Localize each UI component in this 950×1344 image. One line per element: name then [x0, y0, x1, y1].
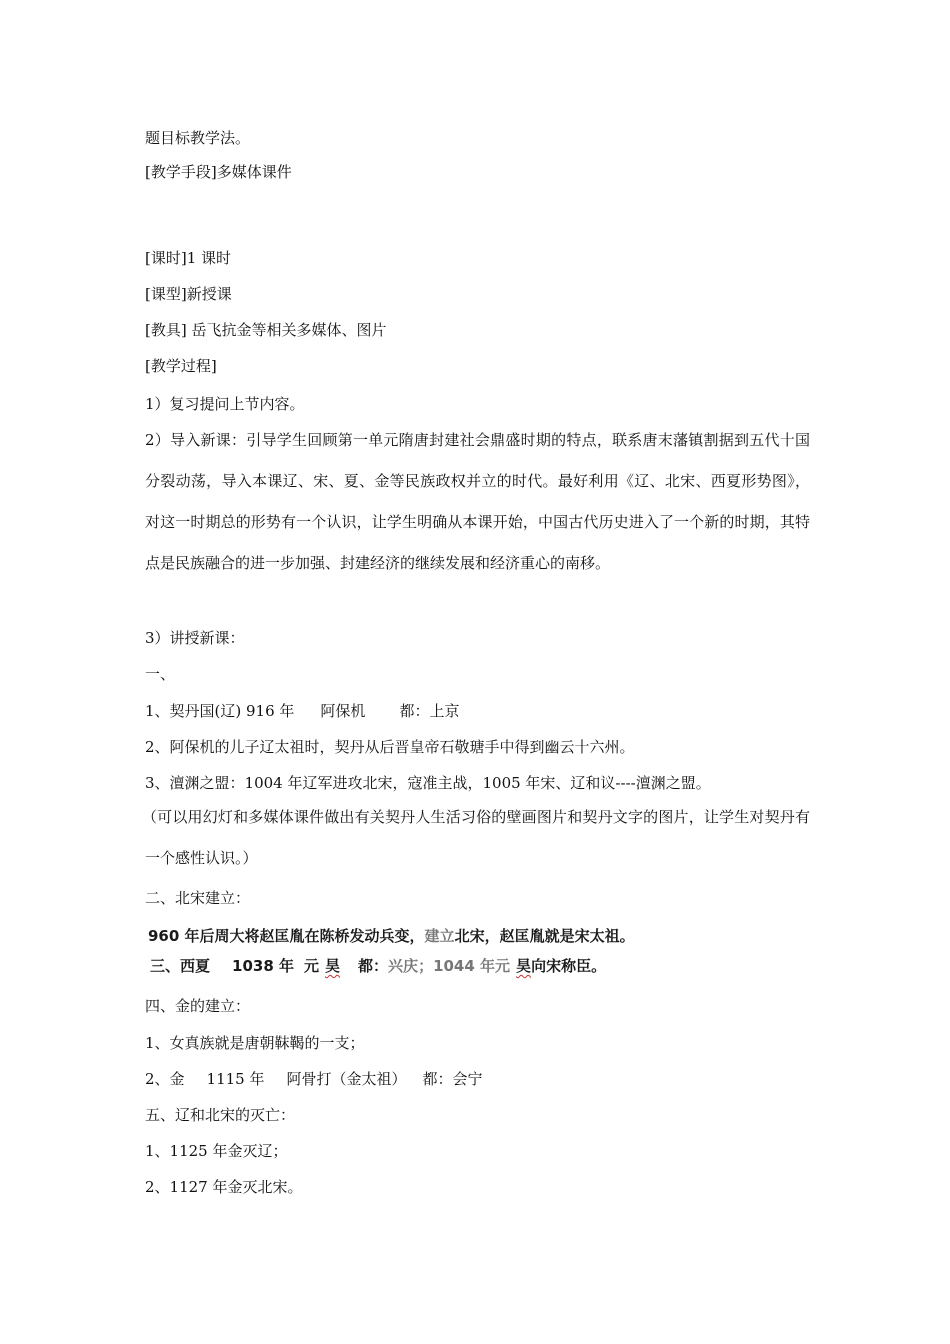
section-1-item-3: 3、澶渊之盟：1004 年辽军进攻北宋，寇准主战，1005 年宋、辽和议----澶渊之盟。	[145, 774, 711, 792]
western-xia-capital: 兴庆	[388, 957, 419, 975]
teaching-process-heading: [教学过程]	[145, 357, 217, 375]
western-xia-founder-b: 昊	[325, 957, 341, 975]
khitan-founder: 阿保机	[320, 702, 366, 720]
song-founding-text: 960 年后周大将赵匡胤在陈桥发动兵变，	[148, 927, 425, 945]
jin-label: 2、金	[145, 1070, 185, 1088]
khitan-founding: 1、契丹国(辽) 916 年	[145, 702, 295, 720]
section-1-note: （可以用幻灯和多媒体课件做出有关契丹人生活习俗的壁画图片和契丹文字的图片，让学生对契丹有一个感性认识。）	[142, 808, 810, 867]
section-1-heading: 一、	[145, 665, 176, 683]
section-5-item-2: 2、1127 年金灭北宋。	[145, 1178, 303, 1196]
section-1-item-1	[145, 701, 459, 721]
section-4-item-1: 1、女真族就是唐朝靺鞨的一支；	[145, 1034, 365, 1052]
jin-founder: 阿骨打（金太祖）	[286, 1070, 407, 1088]
step-introduction-paragraph: 2）导入新课：引导学生回顾第一单元隋唐封建社会鼎盛时期的特点，联系唐末藩镇割据到五代十国分裂动荡，导入本课辽、宋、夏、金等民族政权并立的时代。最好利用《辽、北宋、西夏形势图》，对这一时期总的形势有一个认识，让学生明确从本课开始，中国古代历史进入了一个新的时期，其特点是民族融合的进一步加强、封建经济的继续发展和经济重心的南移。	[145, 431, 810, 572]
section-4-item-2	[145, 1069, 483, 1089]
section-3-western-xia-line	[150, 955, 606, 977]
western-xia-submission-year: ；1044 年元	[418, 957, 511, 975]
teaching-tools-line: [教具] 岳飞抗金等相关多媒体、图片	[145, 321, 387, 339]
khitan-capital: 都：上京	[399, 702, 460, 720]
jin-year: 1115 年	[206, 1070, 265, 1088]
western-xia-founder-a: 元	[304, 957, 320, 975]
step-review: 1）复习提问上节内容。	[145, 395, 305, 413]
section-5-heading: 五、辽和北宋的灭亡：	[145, 1106, 296, 1124]
western-xia-submission-text: 向宋称臣。	[531, 957, 607, 975]
northern-song-founding-line	[148, 925, 635, 947]
teaching-means-line: [教学手段]多媒体课件	[145, 163, 292, 181]
class-period-line: [课时]1 课时	[145, 249, 232, 267]
song-founding-verb: 建立	[424, 927, 455, 945]
section-4-heading: 四、金的建立：	[145, 997, 251, 1015]
western-xia-founder-c: 昊	[516, 957, 532, 975]
song-founding-text-end: 北宋，赵匡胤就是宋太祖。	[454, 927, 635, 945]
western-xia-year: 1038 年	[232, 957, 294, 975]
class-type-line: [课型]新授课	[145, 285, 232, 303]
western-xia-heading: 三、西夏	[150, 957, 211, 975]
section-2-heading: 二、北宋建立：	[145, 889, 251, 907]
section-1-item-2: 2、阿保机的儿子辽太祖时，契丹从后晋皇帝石敬瑭手中得到幽云十六州。	[145, 738, 635, 756]
teaching-method-line: 题目标教学法。	[145, 129, 251, 147]
western-xia-capital-label: 都：	[358, 957, 389, 975]
section-5-item-1: 1、1125 年金灭辽；	[145, 1142, 288, 1160]
jin-capital: 都：会宁	[422, 1070, 483, 1088]
step-new-lesson: 3）讲授新课：	[145, 629, 245, 647]
